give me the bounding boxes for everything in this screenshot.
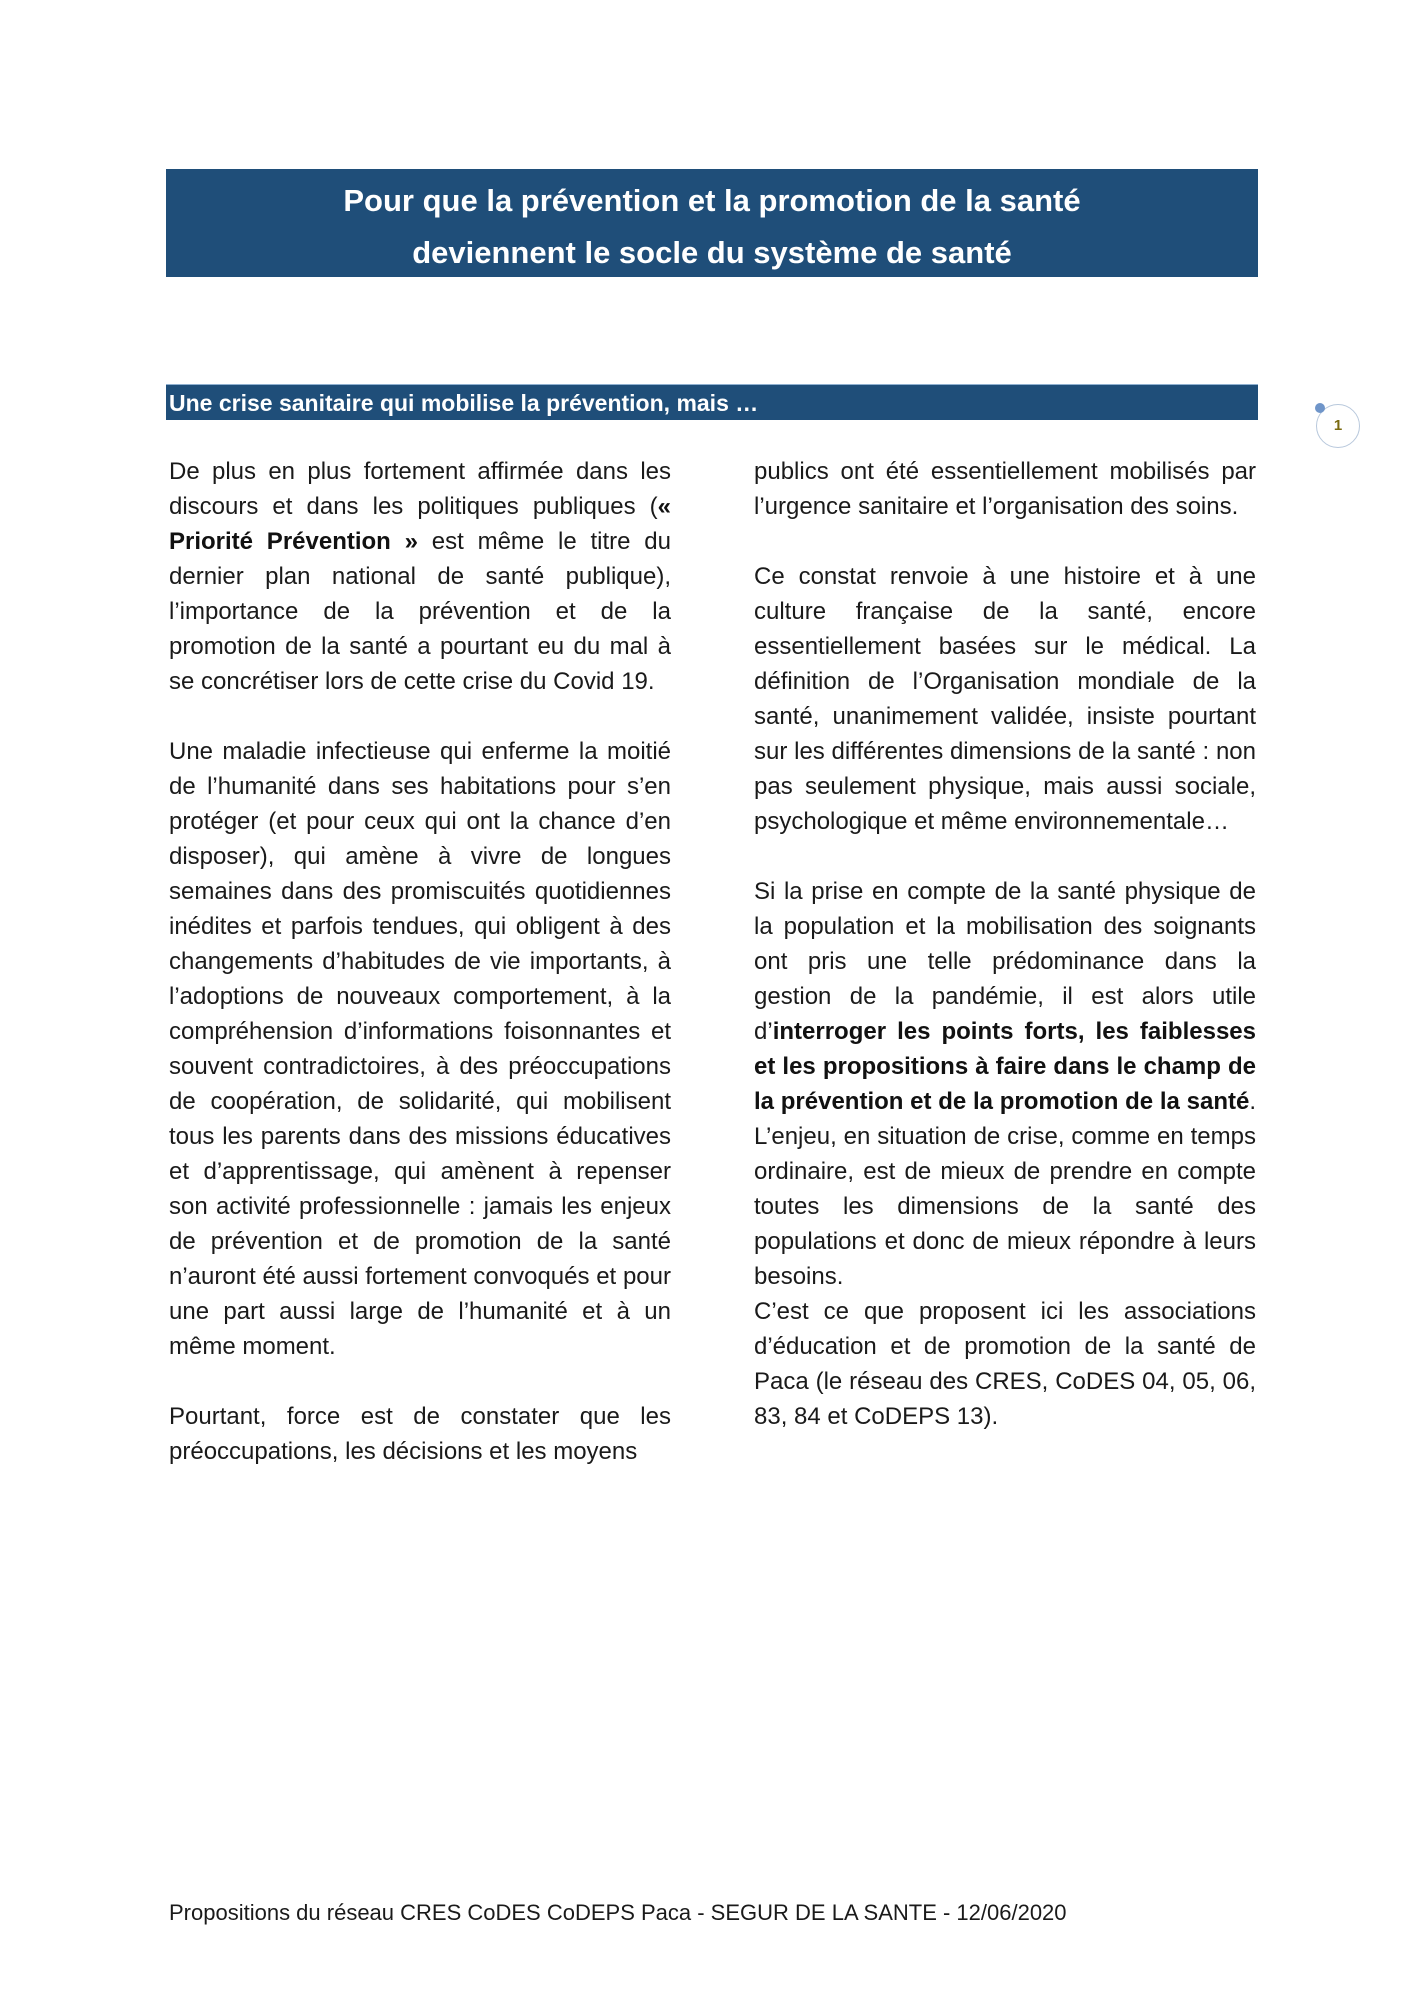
left-column: [169, 454, 671, 1469]
emphasis-interroger: interroger les points forts, les faiblesses et les propositions à faire dans le champ de la prévention et de la promotion de la santé: [754, 1018, 1256, 1115]
paragraph-text: De plus en plus fortement affirmée dans les discours et dans les politiques publiques (: [169, 458, 671, 520]
document-title-banner: [166, 169, 1258, 277]
paragraph-text: . L’enjeu, en situation de crise, comme en temps ordinaire, est de mieux de prendre en compte toutes les dimensions de la santé des populations et donc de mieux répondre à leurs besoins.: [754, 1088, 1256, 1290]
right-column: [754, 454, 1256, 1434]
paragraph-publics: publics ont été essentiellement mobilisés par l’urgence sanitaire et l’organisation des soins.: [754, 458, 1256, 520]
page-footer: Propositions du réseau CRES CoDES CoDEPS Paca - SEGUR DE LA SANTE - 12/06/2020: [169, 1900, 1067, 1925]
paragraph-intro: [169, 454, 671, 699]
section-heading-bar: [166, 384, 1258, 420]
title-line-1: Pour que la prévention et la promotion de la santé: [343, 183, 1081, 218]
paragraph-text: Si la prise en compte de la santé physique de la population et la mobilisation des soignants ont pris une telle prédominance dans la gestion de la pandémie, il est alors utile d’: [754, 878, 1256, 1045]
page-number: 1: [1333, 417, 1343, 434]
section-heading: Une crise sanitaire qui mobilise la prévention, mais …: [169, 390, 759, 416]
paragraph-text: est même le titre du dernier plan national de santé publique), l’importance de la prévention et de la promotion de la santé a pourtant eu du mal à se concrétiser lors de cette crise du Covid 19.: [169, 528, 671, 695]
paragraph-pourtant: Pourtant, force est de constater que les préoccupations, les décisions et les moyens: [169, 1403, 671, 1465]
emphasis-priorite-prevention: « Priorité Prévention »: [169, 493, 671, 555]
paragraph-constat: Ce constat renvoie à une histoire et à une culture française de la santé, encore essentiellement basées sur le médical. La définition de l’Organisation mondiale de la santé, unanimement validée, insiste pourtant sur les différentes dimensions de la santé : non pas seulement physique, mais aussi sociale, psychologique et même environnementale…: [754, 563, 1256, 835]
paragraph-maladie: Une maladie infectieuse qui enferme la moitié de l’humanité dans ses habitations pour s’en protéger (et pour ceux qui ont la chance d’en disposer), qui amène à vivre de longues semaines dans des promiscuités quotidiennes inédites et parfois tendues, qui obligent à des changements d’habitudes de vie importants, à l’adoptions de nouveaux comportement, à la compréhension d’informations foisonnantes et souvent contradictoires, à des préoccupations de coopération, de solidarité, qui mobilisent tous les parents dans des missions éducatives et d’apprentissage, qui amènent à repenser son activité professionnelle : jamais les enjeux de prévention et de promotion de la santé n’auront été aussi fortement convoqués et pour une part aussi large de l’humanité et à un même moment.: [169, 738, 671, 1360]
paragraph-proposent: C’est ce que proposent ici les associations d’éducation et de promotion de la santé de Paca (le réseau des CRES, CoDES 04, 05, 06, 83, 84 et CoDEPS 13).: [754, 1298, 1256, 1430]
title-line-2: deviennent le socle du système de santé: [412, 235, 1012, 270]
paragraph-prise-en-compte: [754, 874, 1256, 1294]
page-number-badge: [1316, 404, 1360, 448]
